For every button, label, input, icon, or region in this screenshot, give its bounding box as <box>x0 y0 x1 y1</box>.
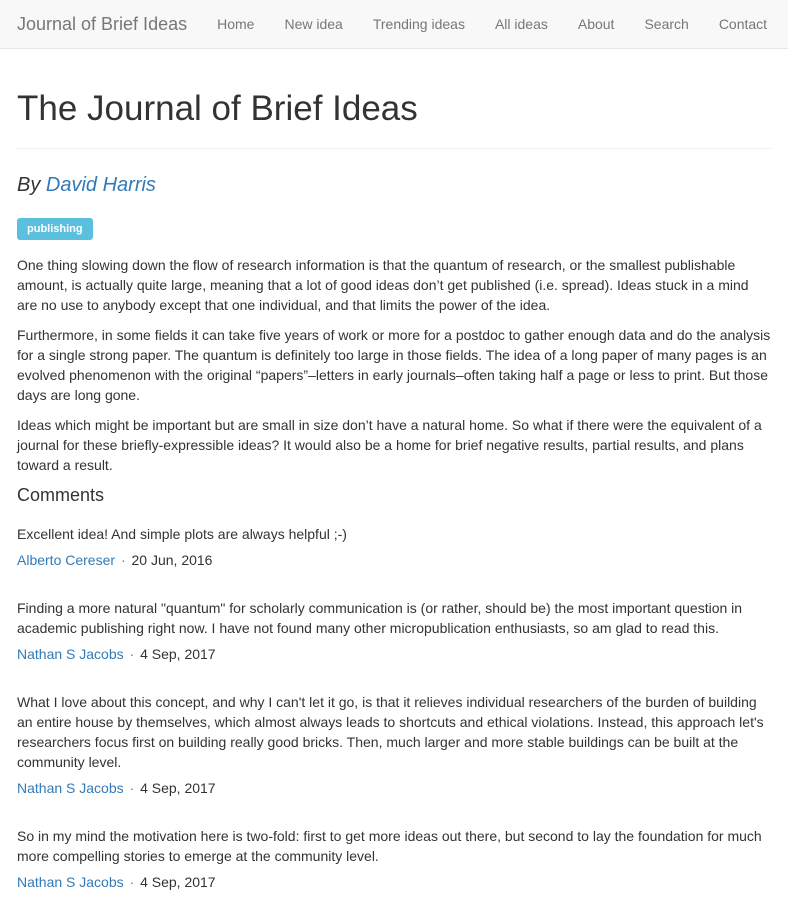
comment-meta <box>17 550 771 570</box>
article-body <box>17 255 771 475</box>
comment-meta <box>17 644 771 664</box>
page-title: The Journal of Brief Ideas <box>17 89 418 128</box>
comment-author-link[interactable]: Alberto Cereser <box>17 552 116 568</box>
comments-heading: Comments <box>17 485 105 505</box>
page-header <box>17 90 771 149</box>
article-paragraph: Ideas which might be important but are small in size don’t have a natural home. So what if there were the equivalent of a journal for these briefly-expressible ideas? It would also be a home for brief negative results, partial results, and plans toward a result. <box>17 417 762 473</box>
comment-text: Finding a more natural "quantum" for scholarly communication is (or rather, should be) the most important question in academic publishing right now. I have not found many other micropublication enthusiasts, so am glad to read this. <box>17 600 743 636</box>
meta-separator: · <box>120 552 126 568</box>
comment <box>17 692 771 798</box>
comment-date: 4 Sep, 2017 <box>140 874 216 890</box>
author-link[interactable]: David Harris <box>45 174 156 196</box>
byline <box>17 172 771 198</box>
comment-author-link[interactable]: Nathan S Jacobs <box>17 780 124 796</box>
main-content <box>0 90 788 892</box>
meta-separator: · <box>129 780 135 796</box>
comment <box>17 826 771 892</box>
comment-text: So in my mind the motivation here is two-fold: first to get more ideas out there, but second to lay the foundation for much more compelling stories to emerge at the community level. <box>17 828 762 864</box>
nav-link-all-ideas[interactable]: All ideas <box>494 15 548 32</box>
comment-meta <box>17 872 771 892</box>
comment-text: Excellent idea! And simple plots are always helpful ;-) <box>17 526 347 542</box>
tag-badge[interactable]: publishing <box>17 218 93 240</box>
nav-link-search[interactable]: Search <box>644 15 689 32</box>
comment-date: 4 Sep, 2017 <box>140 646 216 662</box>
comment-date: 20 Jun, 2016 <box>131 552 213 568</box>
navbar <box>0 0 788 49</box>
comment <box>17 598 771 664</box>
meta-separator: · <box>129 874 135 890</box>
meta-separator: · <box>129 646 135 662</box>
comment-date: 4 Sep, 2017 <box>140 780 216 796</box>
comment-author-link[interactable]: Nathan S Jacobs <box>17 874 124 890</box>
comment <box>17 524 771 570</box>
article-paragraph: One thing slowing down the flow of research information is that the quantum of research, or the smallest publishable amount, is actually quite large, meaning that a lot of good ideas don’t get published (i.e. spread). Ideas stuck in a mind are no use to anybody except that one individual, and that limits the power of the idea. <box>17 257 749 313</box>
nav-link-new-idea[interactable]: New idea <box>284 15 343 32</box>
article-paragraph: Furthermore, in some fields it can take five years of work or more for a postdoc to gather enough data and do the analysis for a single strong paper. The quantum is definitely too large in those fields. The idea of a long paper of many pages is an evolved phenomenon with the original “papers”–letters in early journals–often taking half a page or less to print. But those days are long gone. <box>17 327 771 403</box>
nav-links <box>202 0 782 49</box>
nav-link-trending-ideas[interactable]: Trending ideas <box>372 15 465 32</box>
comment-author-link[interactable]: Nathan S Jacobs <box>17 646 124 662</box>
nav-link-contact[interactable]: Contact <box>718 15 768 32</box>
brand-link[interactable]: Journal of Brief Ideas <box>17 13 188 34</box>
nav-link-about[interactable]: About <box>577 15 615 32</box>
comment-meta <box>17 778 771 798</box>
comment-text: What I love about this concept, and why I can't let it go, is that it relieves individual researchers of the burden of building an entire house by themselves, which almost always leads to shortcuts and ethical violations. Instead, this approach let's researchers focus first on building really good bricks. Then, much larger and more stable buildings can be built at the community level. <box>17 694 764 770</box>
nav-link-home[interactable]: Home <box>217 15 255 32</box>
byline-prefix: By <box>17 174 41 196</box>
